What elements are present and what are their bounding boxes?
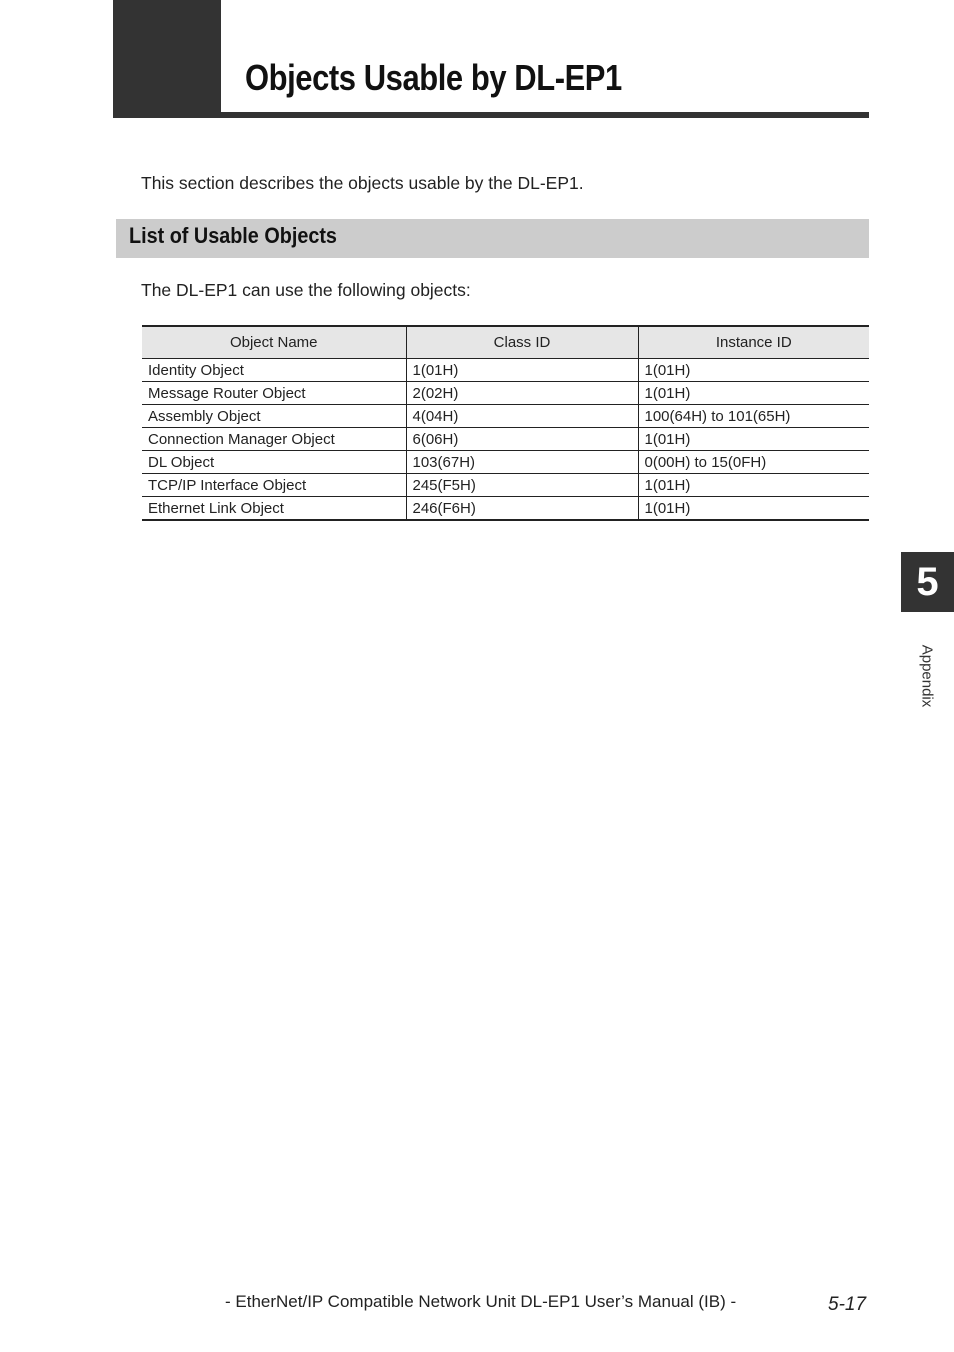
cell-instance-id: 100(64H) to 101(65H) <box>638 405 869 428</box>
chapter-tab <box>901 552 954 612</box>
cell-instance-id: 1(01H) <box>638 497 869 521</box>
title-underline-rule <box>113 112 869 118</box>
header-object-name: Object Name <box>142 326 406 359</box>
section-title: List of Usable Objects <box>129 223 337 248</box>
usable-objects-table <box>142 325 869 521</box>
cell-instance-id: 1(01H) <box>638 359 869 382</box>
table-row <box>142 359 869 382</box>
table-header-row <box>142 326 869 359</box>
cell-instance-id: 1(01H) <box>638 428 869 451</box>
chapter-side-label: Appendix <box>918 644 936 708</box>
cell-class-id: 246(F6H) <box>406 497 638 521</box>
cell-class-id: 1(01H) <box>406 359 638 382</box>
cell-instance-id: 1(01H) <box>638 382 869 405</box>
cell-class-id: 2(02H) <box>406 382 638 405</box>
table-row <box>142 451 869 474</box>
cell-instance-id: 1(01H) <box>638 474 869 497</box>
intro-text: This section describes the objects usable by the DL-EP1. <box>141 173 584 193</box>
cell-object-name: Connection Manager Object <box>142 428 406 451</box>
footer-manual-title: - EtherNet/IP Compatible Network Unit DL-EP1 User’s Manual (IB) - <box>225 1292 737 1311</box>
chapter-number: 5 <box>916 559 939 604</box>
table-row <box>142 497 869 521</box>
cell-class-id: 6(06H) <box>406 428 638 451</box>
lead-text: The DL-EP1 can use the following objects: <box>141 280 471 300</box>
cell-class-id: 245(F5H) <box>406 474 638 497</box>
cell-object-name: TCP/IP Interface Object <box>142 474 406 497</box>
cell-class-id: 4(04H) <box>406 405 638 428</box>
cell-object-name: Assembly Object <box>142 405 406 428</box>
table-row <box>142 405 869 428</box>
cell-instance-id: 0(00H) to 15(0FH) <box>638 451 869 474</box>
table-row <box>142 382 869 405</box>
title-block-decoration <box>113 0 221 118</box>
cell-class-id: 103(67H) <box>406 451 638 474</box>
cell-object-name: Ethernet Link Object <box>142 497 406 521</box>
cell-object-name: DL Object <box>142 451 406 474</box>
header-class-id: Class ID <box>406 326 638 359</box>
cell-object-name: Message Router Object <box>142 382 406 405</box>
page-title: Objects Usable by DL-EP1 <box>245 57 622 98</box>
page-number: 5-17 <box>828 1294 867 1315</box>
cell-object-name: Identity Object <box>142 359 406 382</box>
table-row <box>142 428 869 451</box>
header-instance-id: Instance ID <box>638 326 869 359</box>
table-row <box>142 474 869 497</box>
